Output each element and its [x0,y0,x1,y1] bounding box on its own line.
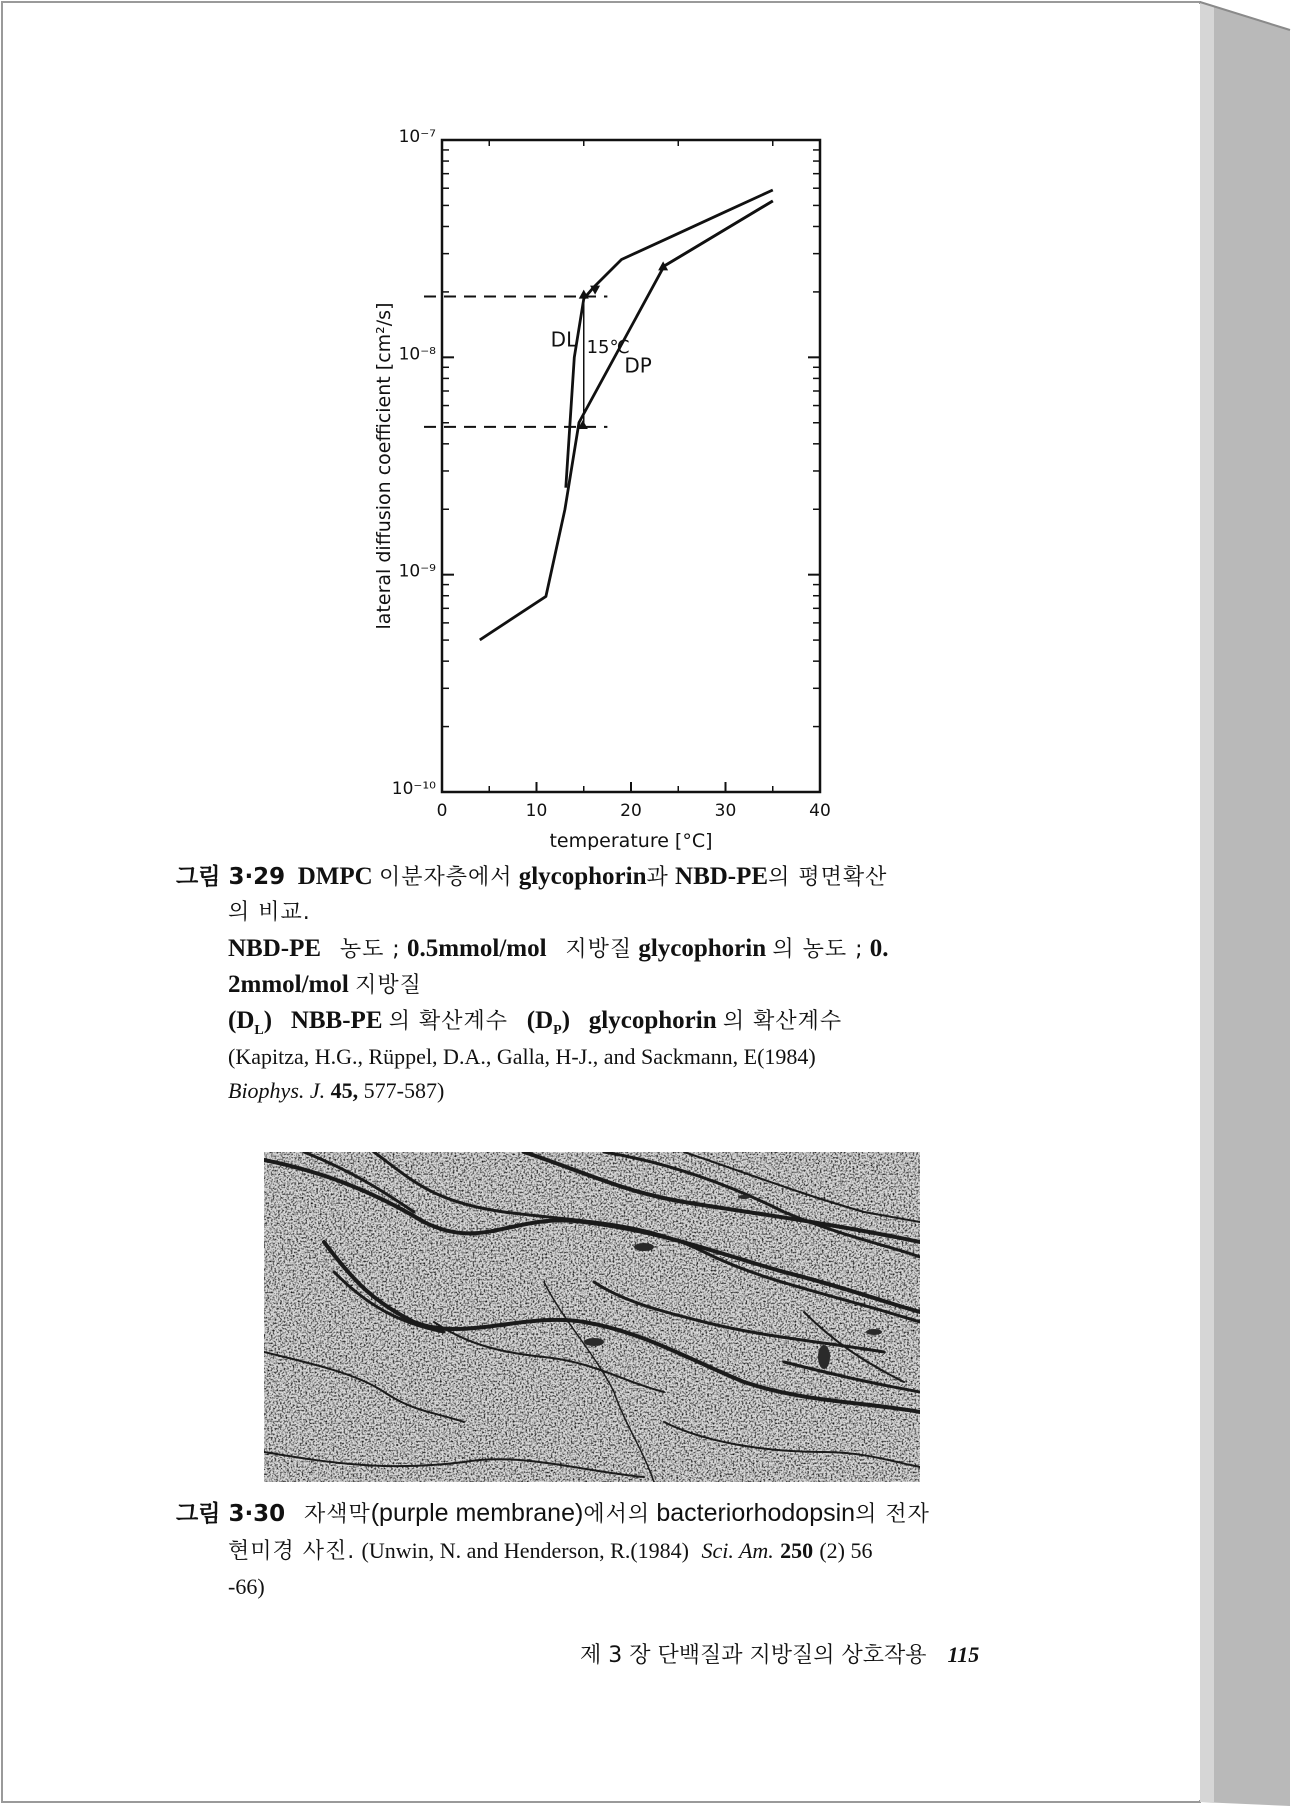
caption-ko-text: 이분자층에서 [378,865,513,890]
caption-ko-text: 과 [646,865,669,890]
figure-3-30-caption-line1 [176,1496,930,1532]
caption-ko-text: 현미경 사진. [228,1539,356,1564]
x-tick-label: 10 [525,801,548,821]
caption-ko-text: 의 평면확산 [768,865,888,890]
figure-3-29-caption-line4 [228,968,422,1003]
page-footer [580,1638,979,1669]
figure-3-30-caption-line2 [228,1534,872,1569]
caption-ko-text: 의 전자 [855,1502,930,1527]
y-tick-label: 10⁻⁸ [398,344,436,365]
caption-concentration: 0. [869,935,889,962]
caption-nbb-pe: NBB-PE [290,1007,383,1034]
citation-journal: Biophys. J. [228,1078,326,1103]
caption-ko-text: 의 농도 ; [772,937,864,962]
caption-ko-text: 자색막 [303,1502,371,1527]
caption-glycophorin: glycophorin [588,1007,717,1034]
caption-ko-text: 의 확산계수 [722,1009,843,1034]
x-tick-label: 20 [620,801,642,821]
figure-3-29-citation: (Kapitza, H.G., Rüppel, D.A., Galla, H-J., and Sackmann, E(1984) [228,1044,816,1069]
caption-glycophorin: glycophorin [518,863,647,890]
citation-pages: 577-587) [363,1078,445,1103]
caption-nbd-pe: NBD-PE [675,863,769,890]
series-line-dp [480,201,773,640]
caption-glycophorin: glycophorin [638,935,767,962]
x-tick-label: 0 [436,801,448,821]
figure-3-29-caption-line2: 의 비교. [228,900,311,925]
caption-purple-membrane: (purple membrane) [370,1499,584,1527]
caption-bacteriorhodopsin: bacteriorhodopsin [656,1499,856,1527]
caption-concentration: 0.5mmol/mol [406,935,547,962]
figure-3-29-caption-line1 [176,860,887,895]
citation-volume: 45, [330,1078,359,1103]
diffusion-chart [360,120,840,850]
chapter-title: 제 3 장 단백질과 지방질의 상호작용 [580,1643,927,1668]
y-axis-label: lateral diffusion coefficient [cm²/s] [373,302,395,630]
temperature-gap-annotation: 15℃ [586,336,630,358]
caption-ko-text: 농도 ; [339,937,401,962]
caption-pages: (2) 56 [819,1538,873,1563]
caption-nbd-pe: NBD-PE [228,935,322,962]
series-label-dp: DP [624,353,652,378]
caption-ko-text: 지방질 [355,973,422,998]
caption-dp: (D [526,1007,554,1034]
figure-3-30-caption-line3: -66) [228,1574,265,1599]
caption-ko-text: 의 확산계수 [388,1009,509,1034]
plot-frame [442,140,820,792]
series-line-dl [584,190,773,299]
caption-paren: ) [263,1007,273,1034]
caption-journal: Sci. Am. [701,1538,774,1563]
caption-citation: (Unwin, N. and Henderson, R.(1984) [361,1538,689,1563]
x-tick-label: 40 [809,801,831,821]
figure-3-29-number: 그림 3·29 [176,864,286,890]
series-label-dl: DL [550,327,578,352]
caption-ko-text: 에서의 [583,1502,651,1527]
y-tick-label: 10⁻¹⁰ [391,779,436,799]
electron-micrograph-image [264,1152,920,1482]
caption-dmpc: DMPC [297,863,373,890]
figure-3-30-number: 그림 3·30 [176,1501,286,1527]
caption-paren: ) [561,1007,571,1034]
figure-3-29-citation-journal [228,1074,444,1108]
caption-dl: (D [228,1007,255,1034]
y-tick-label: 10⁻⁹ [398,561,436,582]
caption-concentration: 2mmol/mol [228,971,349,998]
x-tick-label: 30 [714,801,737,821]
page-number: 115 [947,1642,980,1667]
y-tick-label: 10⁻⁷ [398,127,436,147]
figure-3-29-caption-line3 [228,932,889,967]
caption-dp-sub: P [553,1023,562,1038]
x-axis-label: temperature [°C] [549,830,713,850]
caption-dl-sub: L [254,1023,264,1038]
caption-ko-text: 지방질 [565,937,633,962]
caption-volume: 250 [780,1538,814,1563]
